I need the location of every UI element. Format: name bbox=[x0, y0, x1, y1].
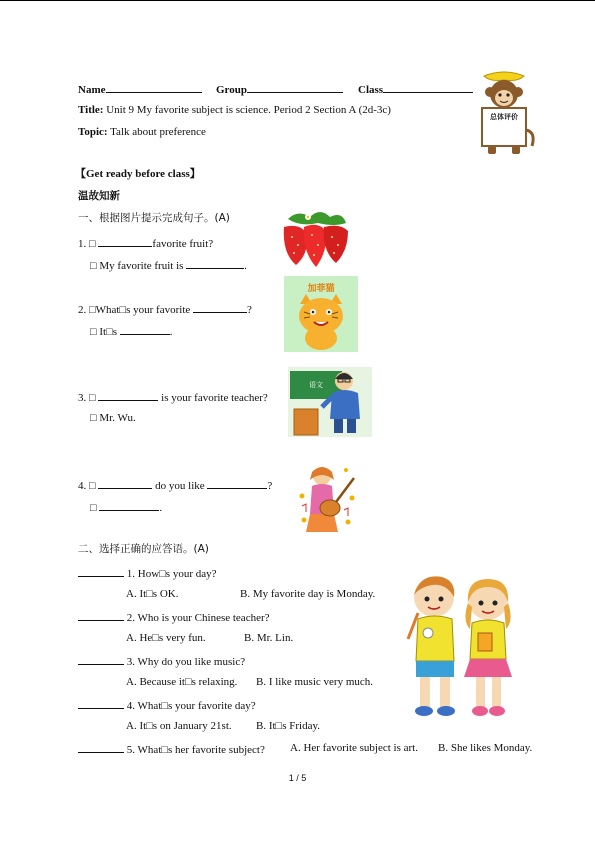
part1-a4 bbox=[90, 499, 162, 515]
part2-q1 bbox=[78, 565, 217, 581]
strawberry-picture bbox=[278, 207, 352, 269]
a4-suffix: . bbox=[159, 502, 163, 514]
q1-prefix: 1. □ bbox=[78, 238, 99, 250]
monkey-evaluation-badge bbox=[474, 70, 536, 158]
part1-a2 bbox=[90, 323, 173, 339]
teacher-picture bbox=[288, 367, 372, 437]
top-border bbox=[0, 0, 595, 1]
option-a: A. Her favorite subject is art. bbox=[290, 742, 418, 754]
option-a: A. It□s on January 21st. bbox=[126, 720, 232, 732]
part2-q5 bbox=[78, 741, 265, 757]
answer-blank[interactable] bbox=[78, 697, 124, 709]
section-heading: 【Get ready before class】 bbox=[75, 168, 201, 180]
answer-blank[interactable] bbox=[78, 653, 124, 665]
cat-picture bbox=[284, 276, 358, 352]
q2-suffix: ? bbox=[247, 304, 252, 316]
blank[interactable] bbox=[98, 477, 152, 489]
group-field[interactable] bbox=[216, 81, 343, 97]
part1-q2 bbox=[78, 301, 252, 317]
option-b: B. She likes Monday. bbox=[438, 742, 533, 754]
part2-q3 bbox=[78, 653, 245, 669]
group-label: Group bbox=[216, 84, 247, 96]
q3-suffix: is your favorite teacher? bbox=[158, 392, 268, 404]
blank[interactable] bbox=[98, 235, 152, 247]
a2-prefix: □ It□s bbox=[90, 326, 120, 338]
answer-blank[interactable] bbox=[78, 741, 124, 753]
q4-middle: do you like bbox=[152, 480, 208, 492]
blank[interactable] bbox=[98, 389, 158, 401]
question-text: 1. How□s your day? bbox=[126, 568, 217, 580]
title-line bbox=[78, 103, 391, 117]
review-heading: 温故知新 bbox=[78, 190, 120, 202]
option-a: A. Because it□s relaxing. bbox=[126, 676, 238, 688]
blank[interactable] bbox=[207, 477, 267, 489]
topic-label: Topic: bbox=[78, 126, 108, 138]
option-b: B. It□s Friday. bbox=[256, 720, 320, 732]
q4-suffix: ? bbox=[267, 480, 273, 492]
q1-suffix: favorite fruit? bbox=[152, 238, 214, 250]
part1-q1 bbox=[78, 235, 213, 251]
title-text: Unit 9 My favorite subject is science. Period 2 Section A (2d-3c) bbox=[106, 104, 391, 116]
answer-blank[interactable] bbox=[78, 609, 124, 621]
option-b: B. I like music very much. bbox=[256, 676, 374, 688]
page-number: 1 / 5 bbox=[288, 773, 307, 783]
q4-prefix: 4. □ bbox=[78, 480, 99, 492]
option-b: B. My favorite day is Monday. bbox=[240, 588, 376, 600]
pic3-label: 语文 bbox=[309, 381, 323, 389]
badge-text: 总体评价 bbox=[490, 113, 518, 121]
a1-suffix: . bbox=[244, 260, 247, 272]
two-kids-picture bbox=[400, 573, 524, 721]
question-text: 2. Who is your Chinese teacher? bbox=[126, 612, 270, 624]
question-text: 3. Why do you like music? bbox=[126, 656, 246, 668]
part1-q3 bbox=[78, 389, 268, 405]
topic-line bbox=[78, 125, 206, 139]
part1-q4 bbox=[78, 477, 272, 493]
answer-blank[interactable] bbox=[78, 565, 124, 577]
blank[interactable] bbox=[193, 301, 247, 313]
part1-a3 bbox=[90, 411, 136, 425]
part1-a1 bbox=[90, 257, 247, 273]
part2-q4 bbox=[78, 697, 256, 713]
name-label: Name bbox=[78, 84, 106, 96]
option-a: A. He□s very fun. bbox=[126, 632, 206, 644]
a3-text: □ Mr. Wu. bbox=[90, 412, 136, 424]
part2-heading: 二、选择正确的应答语。(A) bbox=[78, 543, 209, 555]
title-label: Title: bbox=[78, 104, 104, 116]
part2-q2 bbox=[78, 609, 270, 625]
a4-prefix: □ bbox=[90, 502, 100, 514]
question-text: 4. What□s your favorite day? bbox=[126, 700, 256, 712]
blank[interactable] bbox=[186, 257, 244, 269]
a2-suffix: . bbox=[169, 326, 173, 338]
option-a: A. It□s OK. bbox=[126, 588, 179, 600]
q3-prefix: 3. □ bbox=[78, 392, 99, 404]
option-b: B. Mr. Lin. bbox=[244, 632, 294, 644]
guitar-girl-picture bbox=[296, 462, 360, 540]
blank[interactable] bbox=[99, 499, 159, 511]
class-field[interactable] bbox=[358, 81, 473, 97]
q2-prefix: 2. □What□s your favorite bbox=[78, 304, 194, 316]
question-text: 5. What□s her favorite subject? bbox=[126, 744, 265, 756]
part1-heading: 一、根据图片提示完成句子。(A) bbox=[78, 212, 230, 224]
topic-text: Talk about preference bbox=[110, 126, 206, 138]
name-field[interactable] bbox=[78, 81, 202, 97]
pic2-label: 加菲猫 bbox=[307, 284, 335, 294]
blank[interactable] bbox=[120, 323, 170, 335]
class-label: Class bbox=[358, 84, 384, 96]
a1-prefix: □ My favorite fruit is bbox=[90, 260, 187, 272]
